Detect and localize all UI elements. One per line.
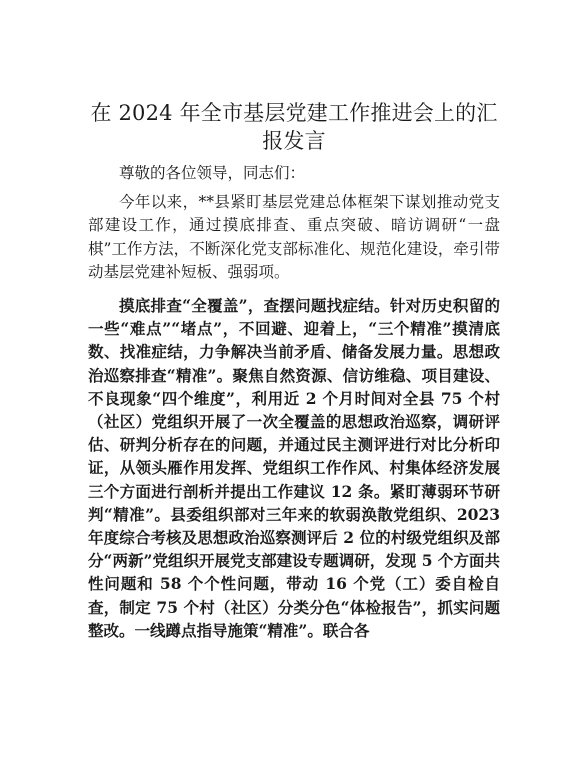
paragraph-survey: 摸底排查“全覆盖”，查摆问题找症结。针对历史积留的一些“难点”“堵点”，不回避、迎着上，“三个精准”摸清底数、找准症结，力争解决当前矛盾、储备发展力量。思想政治巡察排查“精准”。聚焦自然资源、信访维稳、项目建设、不良现象“四个维度”，利用近 2 个月时间对全县 75 个村（社区）党组织开展了一次全覆盖的思想政治巡察，调研评估、研判分析存在的问题，并通过民主测评进行对比分析印证，从领头雁作用发挥、党组织工作作风、村集体经济发展三个方面进行剖析并提出工作建议 12 条。紧盯薄弱环节研判“精准”。县委组织部对三年来的软弱涣散党组织、2023 年度综合考核及思想政治巡察测评后 2 位的村级党组织及部分“两新”党组织开展党支部建设专题调研，发现 5 个方面共性问题和 58 个个性问题，带动 16 个党（工）委自检自查，制定 75 个村（社区）分类分色“体检报告”，抓实问题整改。一线蹲点指导施策“精准”。联合各 <box>88 296 500 640</box>
salutation: 尊敬的各位领导，同志们： <box>119 164 306 182</box>
document-title: 在 2024 年全市基层党建工作推进会上的汇报发言 <box>90 101 498 153</box>
document-body <box>88 162 500 642</box>
paragraph-intro: 今年以来，**县紧盯基层党建总体框架下谋划推动党支部建设工作，通过摸底排查、重点突破、暗访调研“一盘棋”工作方法，不断深化党支部标准化、规范化建设，牵引带动基层党建补短板、强弱项。 <box>88 193 500 281</box>
